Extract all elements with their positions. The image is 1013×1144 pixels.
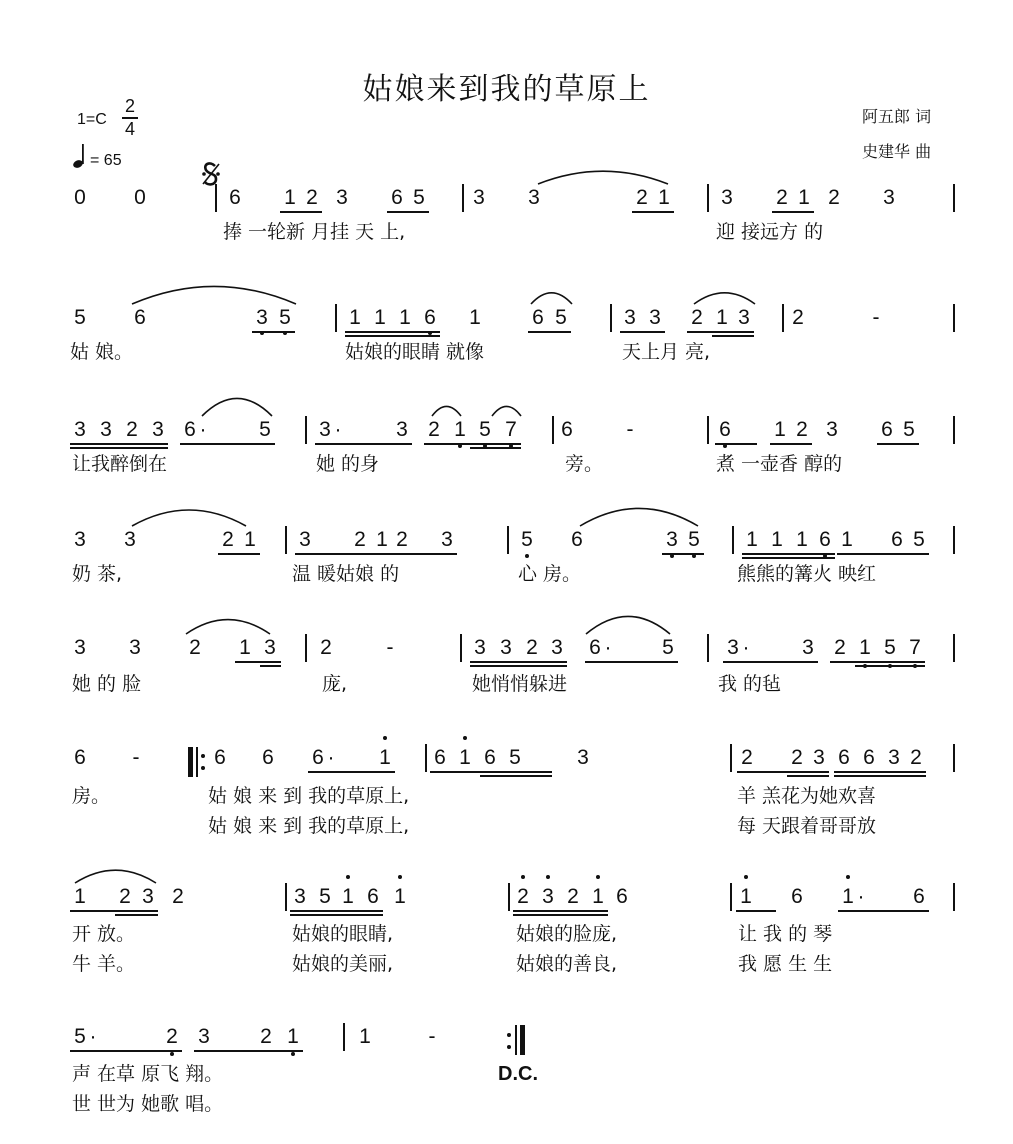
note: 3 <box>500 636 512 659</box>
note: 1 <box>658 186 670 209</box>
note: 5 <box>662 636 674 659</box>
key-signature: 1=C <box>77 111 107 128</box>
note: 6 <box>134 306 146 329</box>
lyric-text: 羊 羔花为她欢喜 <box>737 785 877 807</box>
slur-arc <box>132 286 296 304</box>
note: 6 <box>424 306 436 329</box>
note: 1 <box>394 885 406 908</box>
note: 5 <box>74 306 86 329</box>
note: 6 <box>312 746 324 769</box>
note: 1 <box>342 885 354 908</box>
note: 2 <box>567 885 579 908</box>
note: 1 <box>287 1025 299 1048</box>
note: 6 <box>532 306 544 329</box>
note: 3 <box>124 528 136 551</box>
lyric-text: 姑娘的脸庞, <box>516 923 618 945</box>
note: 7 <box>505 418 517 441</box>
note: 1 <box>771 528 783 551</box>
note: 3 <box>129 636 141 659</box>
note: 2 <box>792 306 804 329</box>
note: 6 <box>367 885 379 908</box>
note: 1 <box>349 306 361 329</box>
lyric-text: 开 放。 <box>72 923 136 945</box>
slur-arc <box>186 620 270 634</box>
note: 3 <box>299 528 311 551</box>
lyric-text-verse2: 姑娘的善良, <box>516 953 618 975</box>
lyric-text-verse2: 每 天跟着哥哥放 <box>737 815 877 837</box>
note: 3 <box>336 186 348 209</box>
note: 6 <box>571 528 583 551</box>
dash-sustain: - <box>428 1025 436 1048</box>
note: 3 <box>473 186 485 209</box>
lyric-text: 让 我 的 琴 <box>738 923 833 945</box>
note: 5 <box>413 186 425 209</box>
note: 6 <box>719 418 731 441</box>
slur-arc <box>75 870 156 883</box>
note: 1 <box>74 885 86 908</box>
dot-augment: · <box>742 636 750 659</box>
note: 3 <box>883 186 895 209</box>
slur-arc <box>531 293 572 304</box>
note: 1 <box>592 885 604 908</box>
note: 6 <box>913 885 925 908</box>
note: 1 <box>746 528 758 551</box>
note: 3 <box>294 885 306 908</box>
note: 5 <box>259 418 271 441</box>
lyric-text: 让我醉倒在 <box>72 453 168 475</box>
note: 2 <box>126 418 138 441</box>
lyric-text: 煮 一壶香 醇的 <box>716 453 843 475</box>
lyric-text: 天上月 亮, <box>622 341 711 363</box>
page-title: 姑娘来到我的草原上 <box>362 72 651 107</box>
note: 1 <box>454 418 466 441</box>
lyric-text-verse2: 姑 娘 来 到 我的草原上, <box>208 815 410 837</box>
note: 2 <box>189 636 201 659</box>
note: 6 <box>819 528 831 551</box>
note: 2 <box>172 885 184 908</box>
note: 1 <box>740 885 752 908</box>
note: 2 <box>306 186 318 209</box>
note: 2 <box>320 636 332 659</box>
slur-arc <box>492 406 521 416</box>
note: 6 <box>589 636 601 659</box>
note: 6 <box>484 746 496 769</box>
note: 1 <box>374 306 386 329</box>
note: 5 <box>521 528 533 551</box>
note: 5 <box>884 636 896 659</box>
note: 2 <box>166 1025 178 1048</box>
note: 6 <box>616 885 628 908</box>
note: 2 <box>791 746 803 769</box>
note: 2 <box>354 528 366 551</box>
note: 3 <box>198 1025 210 1048</box>
note: 2 <box>910 746 922 769</box>
note: 0 <box>134 186 146 209</box>
note: 6 <box>561 418 573 441</box>
note: 3 <box>142 885 154 908</box>
note: 2 <box>517 885 529 908</box>
note: 1 <box>842 885 854 908</box>
slur-arc <box>586 616 670 634</box>
lyric-text: 她悄悄躲进 <box>472 673 568 695</box>
note: 3 <box>649 306 661 329</box>
note: 2 <box>636 186 648 209</box>
lyric-text: 姑 娘。 <box>70 341 134 363</box>
note: 3 <box>74 528 86 551</box>
note: 6 <box>863 746 875 769</box>
note: 6 <box>881 418 893 441</box>
lyric-text: 迎 接远方 的 <box>716 221 824 243</box>
note: 2 <box>428 418 440 441</box>
lyric-text-verse2: 牛 羊。 <box>72 953 136 975</box>
note: 3 <box>624 306 636 329</box>
note: 6 <box>214 746 226 769</box>
lyric-text: 我 的毡 <box>718 673 782 695</box>
note: 3 <box>577 746 589 769</box>
note: 3 <box>256 306 268 329</box>
dot-augment: · <box>857 885 865 908</box>
note: 6 <box>791 885 803 908</box>
note: 7 <box>909 636 921 659</box>
dot-augment: · <box>604 636 612 659</box>
note: 5 <box>509 746 521 769</box>
note: 3 <box>888 746 900 769</box>
note: 3 <box>551 636 563 659</box>
note: 2 <box>691 306 703 329</box>
slur-arc <box>694 293 755 304</box>
dot-augment: · <box>334 418 342 441</box>
note: 2 <box>260 1025 272 1048</box>
note: 2 <box>741 746 753 769</box>
note: 3 <box>666 528 678 551</box>
dash-sustain: - <box>132 746 140 769</box>
note: 1 <box>841 528 853 551</box>
note: 6 <box>229 186 241 209</box>
tempo-marking: = 65 <box>90 152 122 169</box>
lyric-text: 熊熊的篝火 映红 <box>737 563 877 585</box>
note: 6 <box>891 528 903 551</box>
note: 6 <box>184 418 196 441</box>
dash-sustain: - <box>626 418 634 441</box>
lyric-text: 庞, <box>322 673 348 695</box>
lyric-text-verse2: 我 愿 生 生 <box>738 953 833 975</box>
note: 3 <box>441 528 453 551</box>
note: 2 <box>776 186 788 209</box>
lyric-text: 声 在草 原飞 翔。 <box>72 1063 224 1085</box>
lyricist-credit: 阿五郎 词 <box>862 107 932 126</box>
note: 1 <box>239 636 251 659</box>
note: 2 <box>119 885 131 908</box>
dash-sustain: - <box>872 306 880 329</box>
note: 3 <box>727 636 739 659</box>
note: 1 <box>376 528 388 551</box>
lyric-text: 捧 一轮新 月挂 天 上, <box>223 221 406 243</box>
repeat-end-icon <box>505 1025 529 1057</box>
lyric-text-verse2: 世 世为 她歌 唱。 <box>72 1093 224 1115</box>
note: 6 <box>391 186 403 209</box>
note: 5 <box>479 418 491 441</box>
note: 5 <box>74 1025 86 1048</box>
lyric-text: 姑娘的眼睛, <box>292 923 394 945</box>
note: 3 <box>264 636 276 659</box>
note: 5 <box>913 528 925 551</box>
lyric-text: 她 的身 <box>316 453 380 475</box>
note: 2 <box>796 418 808 441</box>
note: 6 <box>74 746 86 769</box>
note: 1 <box>798 186 810 209</box>
note: 3 <box>74 418 86 441</box>
lyric-text-verse2: 姑娘的美丽, <box>292 953 394 975</box>
note: 3 <box>474 636 486 659</box>
slur-arc <box>580 508 698 526</box>
note: 3 <box>396 418 408 441</box>
note: 6 <box>838 746 850 769</box>
note: 3 <box>528 186 540 209</box>
slur-arc <box>432 406 461 416</box>
note: 1 <box>359 1025 371 1048</box>
note: 6 <box>434 746 446 769</box>
dot-augment: · <box>89 1025 97 1048</box>
note: 1 <box>399 306 411 329</box>
lyric-text: 她 的 脸 <box>72 673 142 695</box>
note: 5 <box>319 885 331 908</box>
slur-arc <box>538 171 668 184</box>
note: 1 <box>459 746 471 769</box>
note: 1 <box>716 306 728 329</box>
note: 1 <box>796 528 808 551</box>
repeat-start-icon <box>188 747 212 779</box>
note: 1 <box>244 528 256 551</box>
note: 2 <box>834 636 846 659</box>
time-signature-numerator: 2 <box>125 96 136 116</box>
slur-arc <box>202 398 272 416</box>
note: 3 <box>74 636 86 659</box>
note: 3 <box>813 746 825 769</box>
lyric-text: 旁。 <box>565 453 604 475</box>
lyric-text: 奶 茶, <box>72 563 123 585</box>
note: 6 <box>262 746 274 769</box>
note: 2 <box>828 186 840 209</box>
note: 2 <box>526 636 538 659</box>
note: 3 <box>542 885 554 908</box>
dc-marking: D.C. <box>498 1063 538 1085</box>
note: 1 <box>774 418 786 441</box>
note: 1 <box>859 636 871 659</box>
composer-credit: 史建华 曲 <box>862 142 932 161</box>
note: 5 <box>555 306 567 329</box>
note: 3 <box>721 186 733 209</box>
note: 5 <box>688 528 700 551</box>
note: 1 <box>284 186 296 209</box>
note: 0 <box>74 186 86 209</box>
note: 3 <box>802 636 814 659</box>
note: 5 <box>903 418 915 441</box>
lyric-text: 温 暖姑娘 的 <box>292 563 400 585</box>
note: 3 <box>319 418 331 441</box>
note: 1 <box>379 746 391 769</box>
note: 3 <box>826 418 838 441</box>
note: 3 <box>738 306 750 329</box>
dot-augment: · <box>199 418 207 441</box>
note: 1 <box>469 306 481 329</box>
time-signature-denominator: 4 <box>125 119 136 139</box>
lyric-text: 姑娘的眼睛 就像 <box>345 341 485 363</box>
note: 5 <box>279 306 291 329</box>
note: 3 <box>152 418 164 441</box>
note: 3 <box>100 418 112 441</box>
lyric-text: 姑 娘 来 到 我的草原上, <box>208 785 410 807</box>
note: 2 <box>222 528 234 551</box>
lyric-text: 房。 <box>72 785 111 807</box>
note: 2 <box>396 528 408 551</box>
dot-augment: · <box>327 746 335 769</box>
dash-sustain: - <box>386 636 394 659</box>
slur-arc <box>132 510 246 526</box>
lyric-text: 心 房。 <box>518 563 582 585</box>
